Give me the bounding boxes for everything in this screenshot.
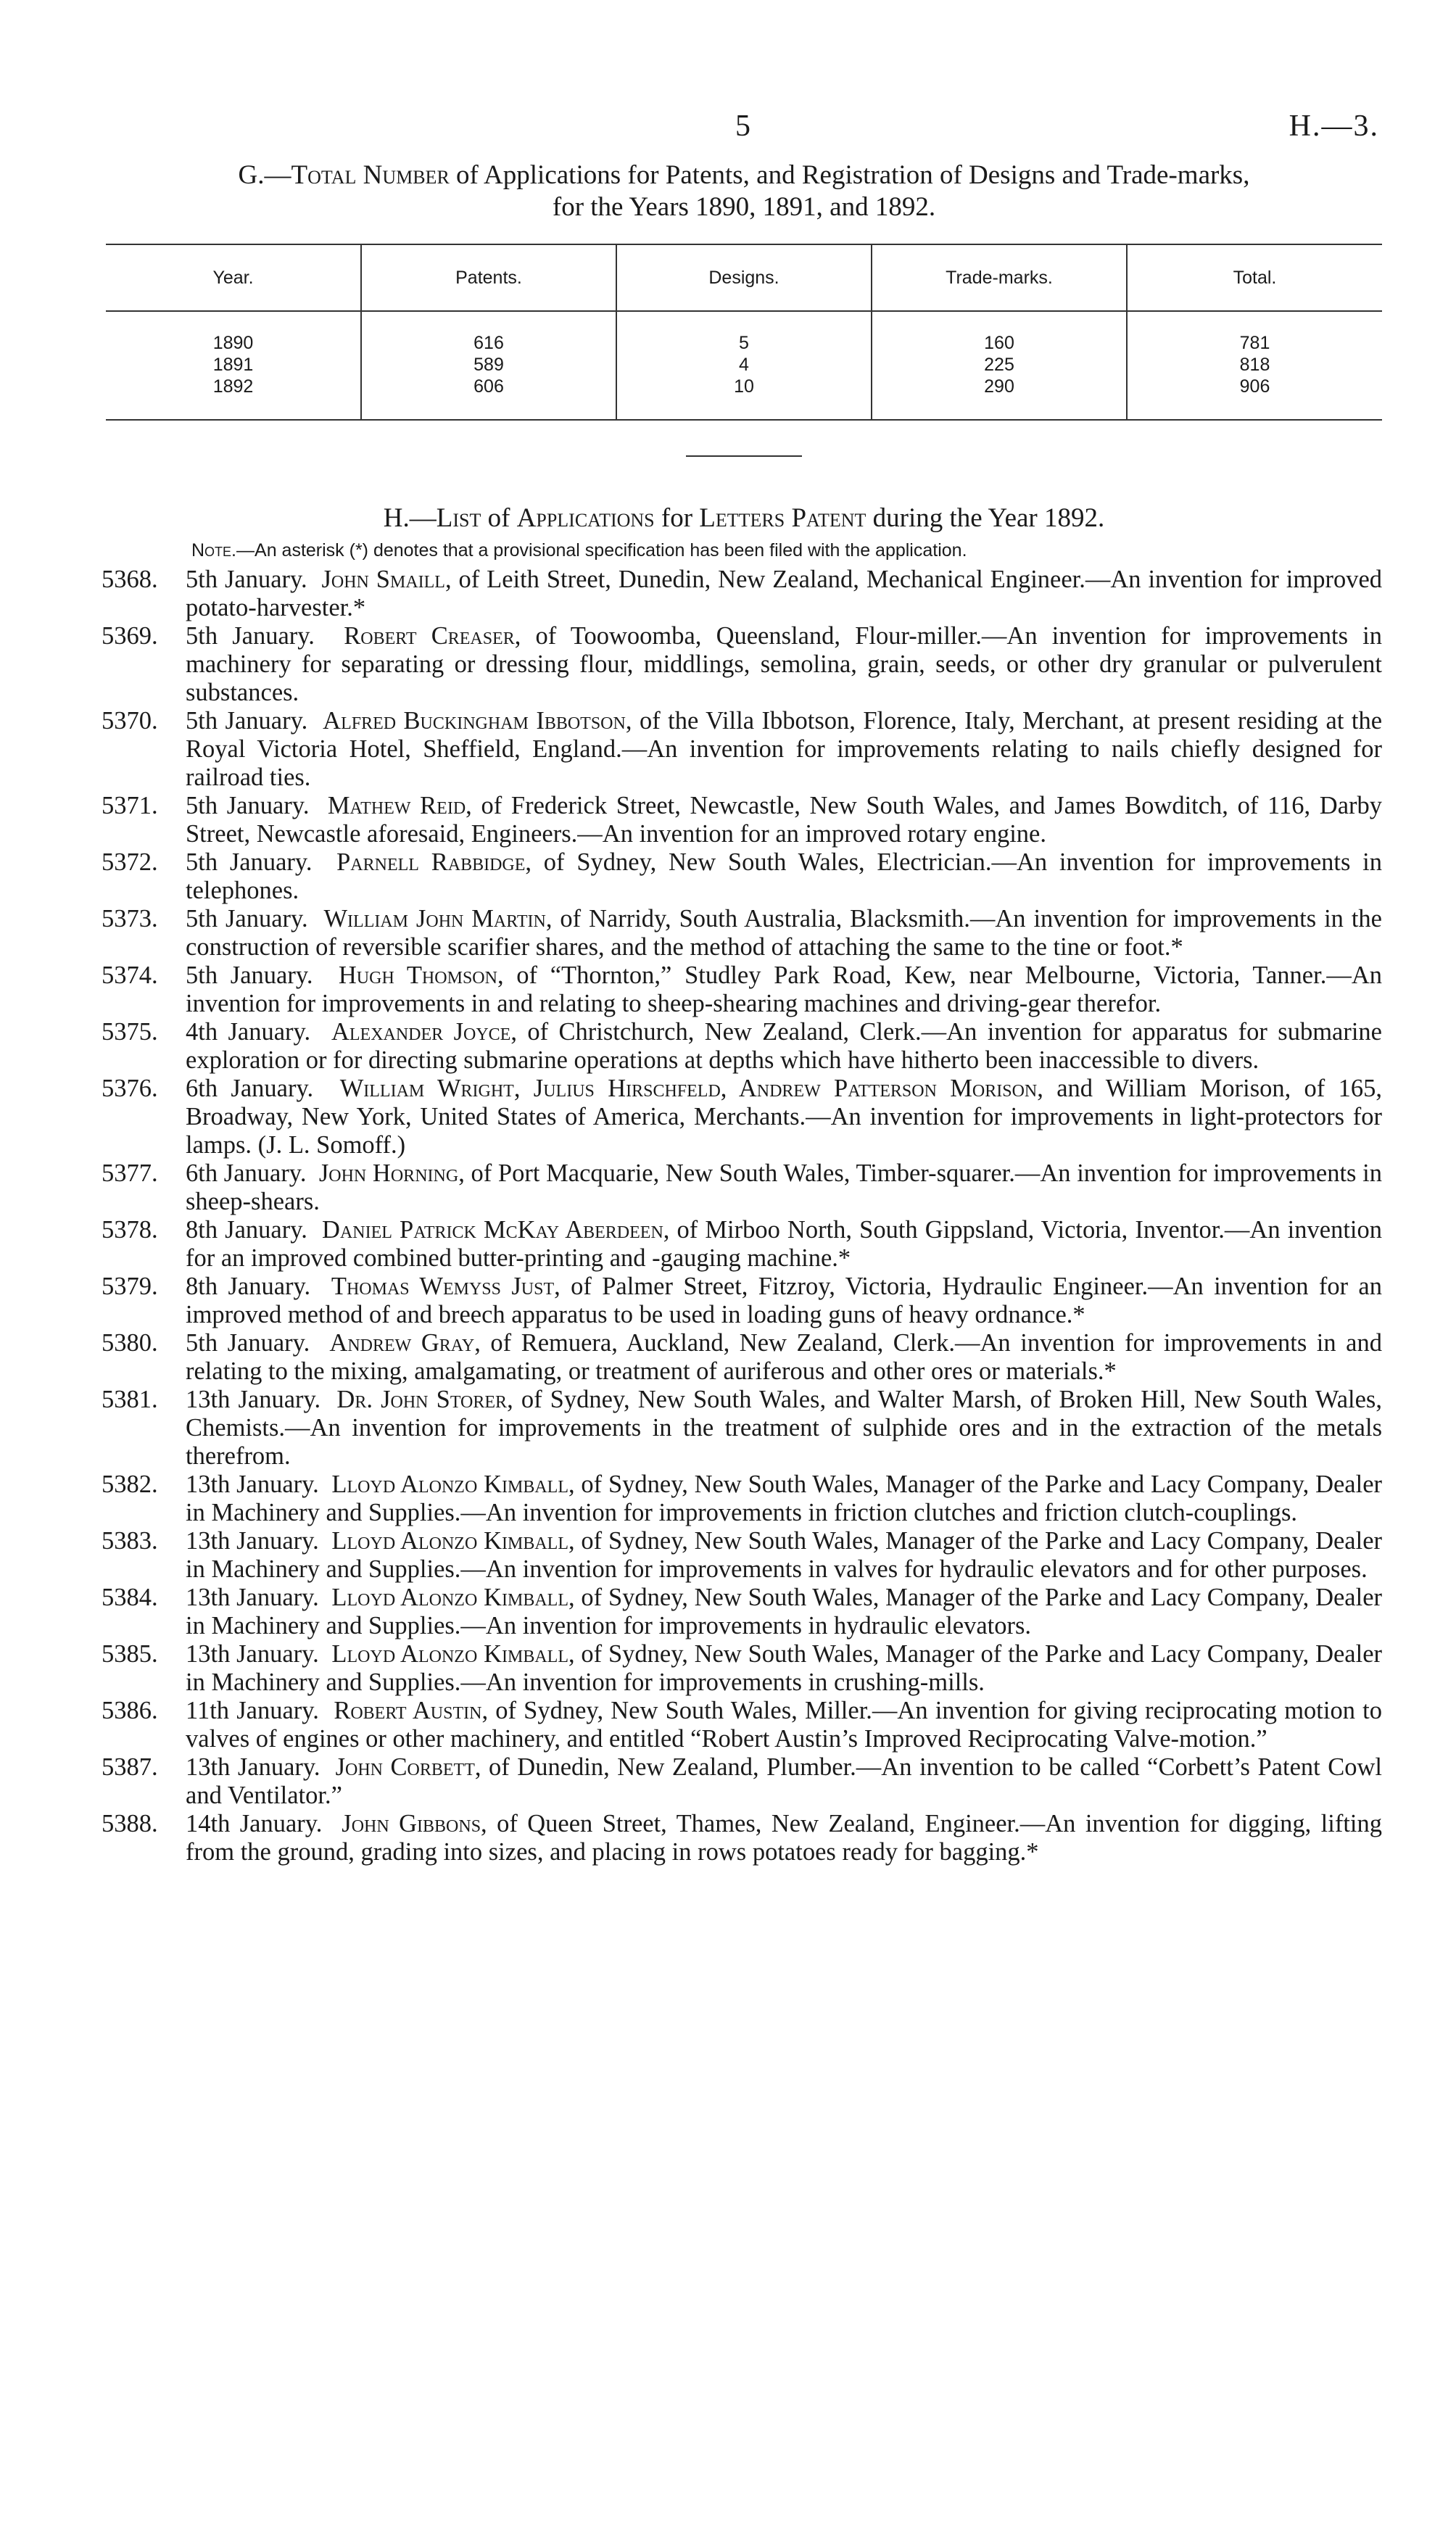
application-number: 5375. (102, 1018, 158, 1046)
list-title-mid-2: for (654, 503, 700, 533)
application-number: 5377. (102, 1159, 158, 1187)
applicant-name: Parnell Rabbidge (336, 848, 526, 876)
document-reference: H.—3. (1289, 109, 1379, 143)
list-item (102, 1386, 1382, 1471)
list-title (106, 502, 1382, 535)
application-description: , of Sydney, New South Wales, Electrician.—An invention for improvements in telephones. (186, 848, 1383, 904)
application-date: 13th January. (186, 1527, 319, 1555)
application-date: 5th January. (186, 622, 315, 650)
application-number: 5386. (102, 1697, 158, 1724)
table-title-line2: for the Years 1890, 1891, and 1892. (552, 192, 936, 222)
application-number: 5379. (102, 1273, 158, 1300)
table-cell: 781 (1239, 333, 1270, 353)
list-item (102, 707, 1383, 792)
application-date: 5th January. (186, 566, 307, 593)
application-number: 5371. (102, 792, 158, 819)
patents-column (361, 311, 616, 419)
applicant-name: Robert Creaser (344, 622, 515, 650)
application-number: 5384. (102, 1584, 158, 1611)
application-number: 5383. (102, 1527, 158, 1555)
application-description: , of “Thornton,” Studley Park Road, Kew, near Melbourne, Victoria, Tanner.—An invention for improvements in and relating to sheep-shearing machines and driving-gear therefor. (186, 962, 1382, 1017)
table-header-row (106, 245, 1382, 311)
table-title-rest: of Applications for Patents, and Registration of Designs and Trade-marks, (449, 160, 1250, 190)
application-date: 8th January. (186, 1273, 311, 1300)
applicant-name: Lloyd Alonzo Kimball (331, 1471, 568, 1498)
applicant-name: John Horning (318, 1159, 459, 1187)
list-title-caps-1: List (436, 503, 481, 533)
header-patents: Patents. (361, 245, 616, 311)
header-total: Total. (1127, 245, 1382, 311)
list-item (102, 1329, 1382, 1386)
table-cell: 10 (734, 376, 754, 397)
table-cell: 1891 (212, 355, 254, 375)
list-item (102, 1075, 1382, 1159)
applicant-name: Andrew Gray (329, 1329, 475, 1357)
list-item (102, 1584, 1382, 1640)
application-date: 13th January. (186, 1753, 320, 1781)
table-cell: 616 (473, 333, 504, 353)
table-cell: 225 (984, 355, 1014, 375)
table-cell: 818 (1239, 355, 1270, 375)
application-date: 4th January. (186, 1018, 311, 1046)
list-item (102, 1753, 1383, 1810)
application-description: , of Sydney, New South Wales, Manager of the Parke and Lacy Company, Dealer in Machinery and Supplies.—An invention for improvements in friction clutches and friction clutch-couplings. (186, 1471, 1382, 1526)
applicant-name: Alfred Buckingham Ibbotson (323, 707, 626, 735)
application-description: , and William Morison, of 165, Broadway, New York, United States of America, Merchants.—An invention for improvements in light-protectors for lamps. (J. L. Somoff.) (186, 1075, 1382, 1159)
page-header (106, 109, 1382, 160)
application-description: , of Sydney, New South Wales, Miller.—An invention for giving reciprocating motion to valves of engines or other machinery, and entitled “Robert Austin’s Improved Reciprocating Valve-motion.” (186, 1697, 1383, 1753)
table-cell: 4 (739, 355, 749, 375)
list-item (102, 622, 1383, 707)
list-item (102, 566, 1383, 622)
list-item (102, 848, 1383, 905)
application-date: 14th January. (186, 1810, 323, 1837)
table-cell: 160 (984, 333, 1014, 353)
list-title-caps-3: Letters Patent (699, 503, 866, 533)
applications-list (102, 566, 1383, 1866)
note-label: Note. (191, 540, 237, 561)
application-description: , of Palmer Street, Fitzroy, Victoria, Hydraulic Engineer.—An invention for an improved method of and breech apparatus to be used in loading guns of heavy ordnance.* (186, 1273, 1382, 1328)
applicant-name: Lloyd Alonzo Kimball (331, 1527, 568, 1555)
statistics-table (106, 244, 1382, 421)
application-date: 11th January. (186, 1697, 319, 1724)
application-description: , of Sydney, New South Wales, Manager of the Parke and Lacy Company, Dealer in Machinery and Supplies.—An invention for improvements in crushing-mills. (186, 1640, 1382, 1696)
application-date: 5th January. (186, 707, 308, 735)
trade-marks-column (872, 311, 1127, 419)
table-cell: 5 (739, 333, 749, 353)
application-description: , of Frederick Street, Newcastle, New South Wales, and James Bowditch, of 116, Darby Street, Newcastle aforesaid, Engineers.—An invention for an improved rotary engine. (186, 792, 1383, 848)
table-cell: 589 (473, 355, 504, 375)
application-date: 13th January. (186, 1584, 319, 1611)
application-number: 5387. (102, 1753, 158, 1781)
list-title-mid-1: of (481, 503, 517, 533)
application-number: 5382. (102, 1471, 158, 1498)
application-description: , of Sydney, New South Wales, Manager of the Parke and Lacy Company, Dealer in Machinery and Supplies.—An invention for improvements in valves for hydraulic elevators and for other purposes. (186, 1527, 1382, 1583)
list-title-prefix: H.— (383, 503, 437, 533)
list-item (102, 792, 1383, 848)
application-description: , of Mirboo North, South Gippsland, Victoria, Inventor.—An invention for an improved combined butter-printing and -gauging machine.* (186, 1216, 1383, 1272)
header-year: Year. (106, 245, 361, 311)
applicant-name: John Gibbons (342, 1810, 481, 1837)
application-number: 5368. (102, 566, 158, 593)
year-column (106, 311, 361, 419)
application-date: 6th January. (186, 1159, 307, 1187)
note (191, 538, 1382, 563)
header-designs: Designs. (616, 245, 872, 311)
applicant-name: Hugh Thomson (338, 962, 497, 989)
application-date: 5th January. (186, 1329, 310, 1357)
applicant-name: William Wright, Julius Hirschfeld, Andrew Patterson Morison (339, 1075, 1038, 1102)
table-cell: 1892 (212, 376, 254, 397)
list-item (102, 905, 1382, 962)
application-description: , of Toowoomba, Queensland, Flour-miller.—An invention for improvements in machinery for separating or dressing flour, middlings, semolina, grain, seeds, or other dry granular or pulverulent substances. (186, 622, 1383, 706)
application-date: 8th January. (186, 1216, 307, 1244)
list-item (102, 1216, 1383, 1273)
list-item (102, 962, 1382, 1018)
table-title-prefix: G.— (238, 160, 291, 190)
application-date: 5th January. (186, 962, 313, 989)
application-date: 13th January. (186, 1386, 321, 1413)
applicant-name: Daniel Patrick McKay Aberdeen (322, 1216, 663, 1244)
note-text: —An asterisk (*) denotes that a provisional specification has been filed with the application. (236, 540, 967, 561)
application-description: , of Dunedin, New Zealand, Plumber.—An invention to be called “Corbett’s Patent Cowl and Ventilator.” (186, 1753, 1383, 1809)
table-cell: 290 (984, 376, 1014, 397)
table-cell: 906 (1239, 376, 1270, 397)
table-title-caps: Total Number (291, 160, 450, 190)
page-number: 5 (735, 109, 750, 143)
list-item (102, 1018, 1382, 1075)
list-title-caps-2: Applications (516, 503, 655, 533)
application-description: , of Sydney, New South Wales, Manager of the Parke and Lacy Company, Dealer in Machinery and Supplies.—An invention for improvements in hydraulic elevators. (186, 1584, 1382, 1639)
applicant-name: Lloyd Alonzo Kimball (331, 1584, 568, 1611)
application-date: 13th January. (186, 1471, 319, 1498)
application-number: 5380. (102, 1329, 158, 1357)
applicant-name: Robert Austin (334, 1697, 482, 1724)
applicant-name: Alexander Joyce (331, 1018, 511, 1046)
application-date: 13th January. (186, 1640, 319, 1668)
applicant-name: Dr. John Storer (336, 1386, 508, 1413)
application-date: 5th January. (186, 848, 313, 876)
header-trade-marks: Trade-marks. (872, 245, 1127, 311)
application-number: 5373. (102, 905, 158, 932)
list-item (102, 1471, 1382, 1527)
application-description: , of the Villa Ibbotson, Florence, Italy, Merchant, at present residing at the Royal Victoria Hotel, Sheffield, England.—An invention for improvements relating to nails chiefly designed for railroad ties. (186, 707, 1383, 791)
application-number: 5388. (102, 1810, 158, 1837)
section-divider (686, 455, 802, 457)
applicant-name: Lloyd Alonzo Kimball (331, 1640, 568, 1668)
application-description: , of Leith Street, Dunedin, New Zealand, Mechanical Engineer.—An invention for improved potato-harvester.* (186, 566, 1383, 621)
application-description: , of Remuera, Auckland, New Zealand, Clerk.—An invention for improvements in and relating to the mixing, amalgamating, or treatment of auriferous and other ores or materials.* (186, 1329, 1382, 1385)
list-item (102, 1810, 1383, 1866)
application-date: 5th January. (186, 905, 308, 932)
list-title-rest: during the Year 1892. (866, 503, 1105, 533)
application-description: , of Port Macquarie, New South Wales, Timber-squarer.—An invention for improvements in sheep-shears. (186, 1159, 1383, 1215)
application-number: 5381. (102, 1386, 158, 1413)
application-number: 5374. (102, 962, 158, 989)
list-item (102, 1640, 1382, 1697)
application-number: 5378. (102, 1216, 158, 1244)
application-date: 5th January. (186, 792, 310, 819)
application-date: 6th January. (186, 1075, 314, 1102)
applicant-name: John Corbett (335, 1753, 475, 1781)
applicant-name: William John Martin (323, 905, 546, 932)
list-item (102, 1159, 1383, 1216)
application-description: , of Queen Street, Thames, New Zealand, Engineer.—An invention for digging, lifting from the ground, grading into sizes, and placing in rows potatoes ready for bagging.* (186, 1810, 1383, 1866)
application-description: , of Christchurch, New Zealand, Clerk.—An invention for apparatus for submarine exploration or for directing submarine operations at depths which have hitherto been inaccessible to divers. (186, 1018, 1382, 1074)
table-row (106, 311, 1382, 419)
list-item (102, 1273, 1382, 1329)
application-number: 5372. (102, 848, 158, 876)
application-number: 5369. (102, 622, 158, 650)
document-page (102, 109, 1383, 1866)
application-number: 5370. (102, 707, 158, 735)
table-title (106, 160, 1382, 223)
total-column (1127, 311, 1382, 419)
application-description: , of Narridy, South Australia, Blacksmith.—An invention for improvements in the construction of reversible scarifier shares, and the method of attaching the same to the tine or foot.* (186, 905, 1382, 961)
application-number: 5376. (102, 1075, 158, 1102)
applicant-name: Thomas Wemyss Just (331, 1273, 555, 1300)
designs-column (616, 311, 872, 419)
applicant-name: Mathew Reid (327, 792, 466, 819)
list-item (102, 1527, 1382, 1584)
table-cell: 606 (473, 376, 504, 397)
application-description: , of Sydney, New South Wales, and Walter Marsh, of Broken Hill, New South Wales, Chemists.—An invention for improvements in the treatment of sulphide ores and in the extraction of the metals therefrom. (186, 1386, 1382, 1470)
list-item (102, 1697, 1383, 1753)
application-number: 5385. (102, 1640, 158, 1668)
table-cell: 1890 (212, 333, 254, 353)
applicant-name: John Smaill (321, 566, 445, 593)
